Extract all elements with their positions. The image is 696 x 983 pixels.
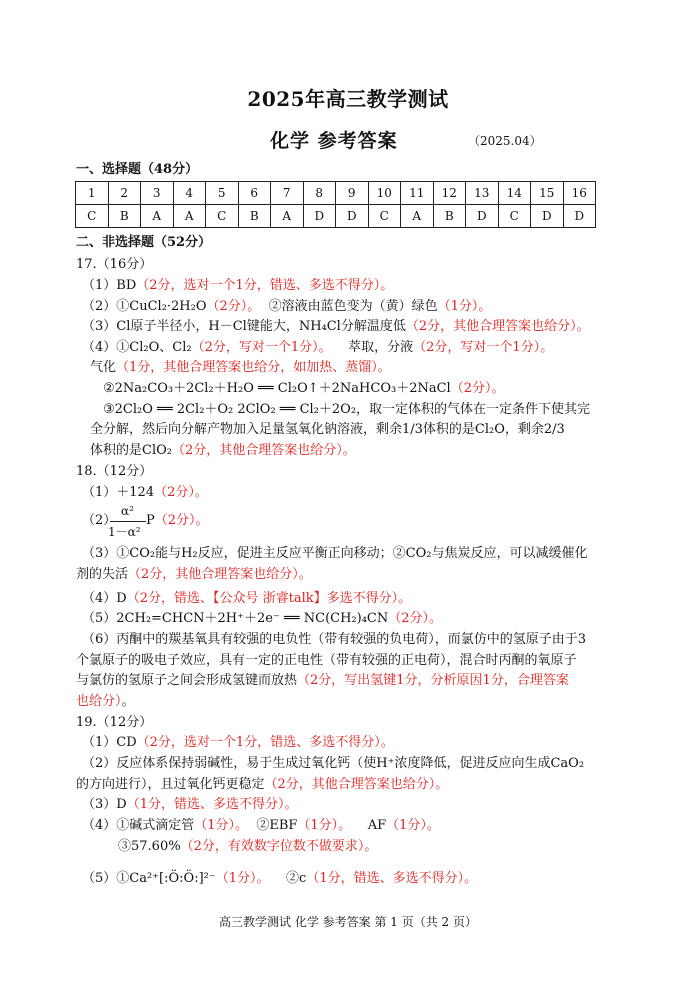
q18-part2-label: （2）	[82, 513, 117, 528]
q19-part4	[82, 817, 440, 835]
table-cell: 15	[531, 182, 564, 205]
answer-text: （2）①CuCl₂·2H₂O	[82, 299, 207, 314]
table-cell: C	[368, 205, 401, 228]
answer-text: （3）Cl原子半径小，H－Cl键能大，NH₄Cl分解温度低	[82, 319, 406, 334]
scoring-note: （2分）。	[206, 299, 261, 314]
q17-header: 17.（16分）	[76, 257, 153, 272]
answer-text: （4）①Cl₂O、Cl₂	[82, 340, 192, 355]
q18-part5	[82, 610, 442, 628]
table-cell: 2	[108, 182, 141, 205]
table-cell: 1	[76, 182, 109, 205]
table-cell: A	[401, 205, 434, 228]
table-cell: 8	[303, 182, 336, 205]
answer-text: ②EBF	[256, 818, 298, 833]
scoring-note: （1分）。	[297, 818, 352, 833]
q18-part2-rest	[146, 512, 209, 530]
table-cell: A	[271, 205, 304, 228]
scoring-note: （2分，选对一个1分，错选、多选不得分）。	[136, 278, 394, 293]
table-cell: D	[303, 205, 336, 228]
page-title: 2025年高三教学测试	[247, 87, 449, 111]
scoring-note: （2分，其他合理答案也给分）。	[405, 319, 590, 334]
answer-text: ③57.60%	[118, 839, 181, 854]
scoring-note: （2分，写对一个1分）。	[191, 340, 332, 355]
scoring-note: （2分，写出氢键1分，分析原因1分，合理答案	[297, 673, 569, 688]
q18-part4	[82, 590, 411, 608]
scoring-note: （1分）。	[194, 818, 249, 833]
q19-part2-line1: （2）反应体系保持弱碱性，易于生成过氧化钙（使H⁺浓度降低，促进反应向生成CaO₂	[82, 756, 585, 771]
scoring-note: （2分，有效数字位数不做要求）。	[180, 839, 378, 854]
table-row-numbers	[76, 182, 596, 205]
answer-text: （5）2CH₂=CHCN＋2H⁺＋2e⁻ ══ NC(CH₂)₄CN	[82, 611, 389, 626]
page-subtitle: 化学 参考答案	[270, 130, 398, 152]
table-cell: D	[336, 205, 369, 228]
answer-text: 体积的是ClO₂	[90, 443, 172, 458]
page-footer: 高三教学测试 化学 参考答案 第 1 页（共 2 页）	[219, 915, 477, 929]
q17-part4	[82, 339, 553, 357]
q19-part3	[82, 796, 297, 814]
table-cell: D	[563, 205, 596, 228]
answer-text: 。	[121, 694, 135, 709]
table-cell: B	[238, 205, 271, 228]
q18-part6-line2: 个氯原子的吸电子效应，具有一定的正电性（带有较强的正电荷），混合时丙酮的氧原子	[76, 653, 577, 668]
q17-part4-decomp-line1: ③2Cl₂O ══ 2Cl₂＋O₂ 2ClO₂ ══ Cl₂＋2O₂，取一定体积的气体在一定条件下使其完	[103, 402, 591, 417]
table-cell: 4	[173, 182, 206, 205]
q18-part6-line3	[76, 672, 569, 690]
answer-text: （4）①碱式滴定管	[82, 818, 195, 833]
q19-header: 19.（12分）	[76, 715, 153, 730]
table-cell: 5	[206, 182, 239, 205]
q19-part1	[82, 734, 394, 752]
scoring-note: （1分）。	[386, 818, 440, 833]
q17-part1	[82, 277, 393, 295]
table-cell: 11	[401, 182, 434, 205]
q19-part5	[82, 870, 477, 888]
choice-answer-table	[75, 181, 596, 228]
table-row-answers	[76, 205, 596, 228]
scoring-note: （1分，错选、多选不得分）。	[306, 871, 478, 886]
section-nonchoice-heading: 二、非选择题（52分）	[76, 235, 212, 250]
answer-text: （1）＋124	[82, 485, 155, 500]
scoring-note: （1分）。	[437, 299, 492, 314]
table-cell: 12	[433, 182, 466, 205]
scoring-note: （1分）。	[215, 871, 270, 886]
q18-part6-line1: （6）丙酮中的羰基氧具有较强的电负性（带有较强的负电荷），而氯仿中的氢原子由于3	[82, 632, 587, 647]
scoring-note: （2分，其他合理答案也给分）。	[171, 443, 356, 458]
table-cell: D	[466, 205, 499, 228]
table-cell: 13	[466, 182, 499, 205]
table-cell: 7	[271, 182, 304, 205]
exam-date: （2025.04）	[468, 134, 542, 148]
table-cell: A	[173, 205, 206, 228]
scoring-note: （2分）。	[450, 381, 505, 396]
table-cell: 9	[336, 182, 369, 205]
answer-text: ②c	[286, 871, 307, 886]
scoring-note: （2分，错选、【公众号 浙睿talk】多选不得分）。	[126, 591, 412, 606]
q18-header: 18.（12分）	[76, 464, 153, 479]
answer-text: （1）CD	[82, 735, 137, 750]
table-cell: B	[108, 205, 141, 228]
q18-part3-line2	[76, 566, 312, 584]
q18-part3-line1: （3）①CO₂能与H₂反应，促进主反应平衡正向移动；②CO₂与焦炭反应，可以减缓催化	[82, 546, 588, 561]
q17-part3	[82, 318, 590, 336]
scoring-note: （2分，写对一个1分）。	[413, 340, 554, 355]
table-cell: D	[531, 205, 564, 228]
fraction-bar	[110, 521, 146, 522]
scoring-note: （2分）。	[154, 513, 209, 528]
fraction-numerator: α²	[121, 504, 134, 518]
scoring-note: （2分，选对一个1分，错选、多选不得分）。	[136, 735, 394, 750]
table-cell: C	[498, 205, 531, 228]
answer-text: （3）D	[82, 797, 127, 812]
answer-text: （1）BD	[82, 278, 137, 293]
scoring-note: 也给分）	[76, 694, 122, 709]
answer-text: 气化	[90, 360, 117, 375]
q17-part4-vaporize	[90, 359, 391, 377]
table-cell: 14	[498, 182, 531, 205]
answer-text: P	[146, 513, 155, 528]
table-cell: A	[141, 205, 174, 228]
answer-text: 与氯仿的氢原子之间会形成氢键而放热	[76, 673, 298, 688]
q19-part4-percent	[118, 838, 377, 856]
scoring-note: （2分，其他合理答案也给分）。	[128, 567, 312, 582]
fraction-denominator: 1－α²	[108, 525, 141, 539]
answer-text: ②2Na₂CO₃＋2Cl₂＋H₂O ══ Cl₂O↑＋2NaHCO₃＋2NaCl	[103, 381, 451, 396]
table-cell: C	[206, 205, 239, 228]
answer-text: 的方向进行），且过氧化钙更稳定	[76, 777, 265, 792]
table-cell: 10	[368, 182, 401, 205]
scoring-note: （2分）。	[388, 611, 443, 626]
q17-part2	[82, 298, 491, 316]
answer-text: （5）①Ca²⁺[:Ö:Ö:]²⁻	[82, 871, 216, 886]
section-choice-heading: 一、选择题（48分）	[76, 162, 199, 177]
q19-part2-line2	[76, 776, 448, 794]
q18-part1	[82, 484, 208, 502]
scoring-note: （1分，其他合理答案也给分，如加热、蒸馏）。	[116, 360, 391, 375]
answer-text: （4）D	[82, 591, 127, 606]
q17-part4-equation	[103, 380, 505, 398]
answer-text: 萃取，分液	[348, 340, 414, 355]
table-cell: B	[433, 205, 466, 228]
q17-part4-decomp-line3	[90, 442, 356, 460]
table-cell: 3	[141, 182, 174, 205]
table-cell: 16	[563, 182, 596, 205]
table-cell: 6	[238, 182, 271, 205]
scoring-note: （2分）。	[154, 485, 208, 500]
scoring-note: （2分，其他合理答案也给分）。	[264, 777, 449, 792]
answer-text: 剂的失活	[76, 567, 129, 582]
q17-part4-decomp-line2: 全分解，然后向分解产物加入足量氢氧化钠溶液，剩余1/3体积的是Cl₂O，剩余2/3	[90, 422, 565, 437]
scoring-note: （1分，错选、多选不得分）。	[126, 797, 298, 812]
q18-part6-line4	[76, 693, 135, 711]
answer-text: ②溶液由蓝色变为（黄）绿色	[268, 299, 438, 314]
table-cell: C	[76, 205, 109, 228]
answer-text: AF	[367, 818, 387, 833]
